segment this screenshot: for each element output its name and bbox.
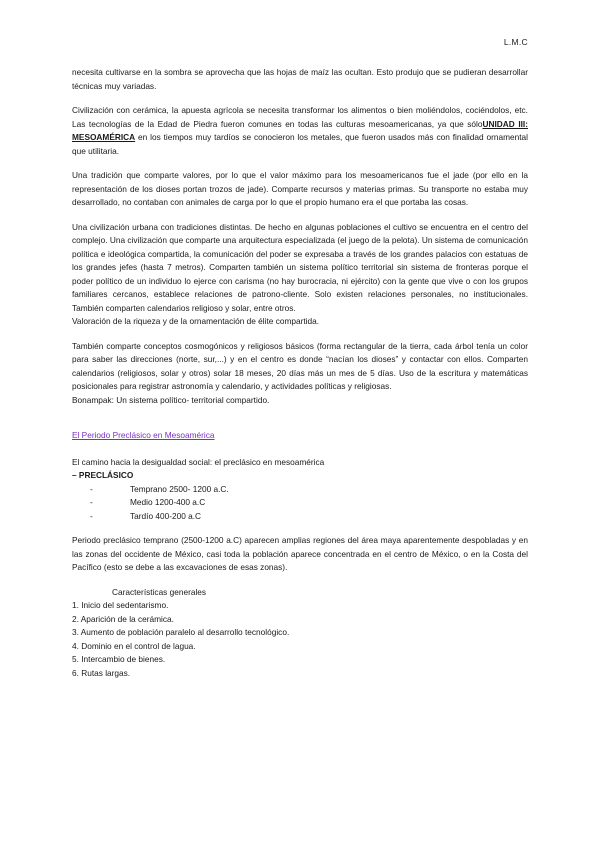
dash-bullet: - [90,497,93,507]
characteristics-title: Características generales [112,586,207,597]
document-body [72,66,528,680]
list-item [90,510,528,524]
list-item: 1. Inicio del sedentarismo. [72,600,169,610]
dash-bullet: - [90,510,93,521]
paragraph: Bonampak: Un sistema político- territorial compartido. [72,394,270,405]
list-item: 2. Aparición de la cerámica. [72,613,174,624]
characteristics-list [72,599,528,680]
paragraph: También comparte conceptos cosmogónicos y religiosos básicos (forma rectangular de la tierra, cada árbol tenía un color para saber las direcciones (norte, sur,...) y en el centro es donde “nacían los dioses” y contactar con ellos. Comparten calendarios (religiosos, solar y otros) solar 18 meses, 20 días más un mes de 5 días. Uso de la escritura y matemáticas posicionales para registrar astronomía y calendario, y actividades políticas y religiosas. [72,340,528,391]
list-item: 3. Aumento de población paralelo al desarrollo tecnológico. [72,627,290,637]
dash-bullet: - [90,483,93,494]
paragraph: Valoración de la riqueza y de la ornamentación de élite compartida. [72,316,320,326]
paragraph: Una tradición que comparte valores, por lo que el valor máximo para los mesoamericanos fue el jade (por ello en la representación de los dioses portan trozos de jade). Comparte recursos y materias primas. Su transporte no estaba muy desarrollado, no contaban con animales de carga por lo que el propio humano era el que portaba las cosas. [72,170,528,207]
period-text: Temprano 2500- 1200 a.C. [130,483,229,494]
paragraph [72,104,528,158]
preclassic-label: – PRECLÁSICO [72,470,134,480]
period-text: Medio 1200-400 a.C [130,497,206,507]
list-item [90,483,528,497]
paragraph-text: en los tiempos muy tardíos se conocieron los metales, que fueron usados más con finalidad ornamental que utilitaria. [72,132,528,156]
list-item: 6. Rutas largas. [72,667,131,678]
list-item: 5. Intercambio de bienes. [72,654,166,664]
paragraph-text: Civilización con cerámica, la apuesta agrícola se necesita transformar los alimentos o bien moliéndolos, cociéndolos, etc. Las tecnologías de la Edad de Piedra fueron comunes en todas las culturas mesoamericanas, ya que sólo [72,105,528,129]
section-subtitle: El camino hacia la desigualdad social: el preclásico en mesoamérica [72,456,325,467]
paragraph: necesita cultivarse en la sombra se aprovecha que las hojas de maíz las ocultan. Esto produjo que se pudieran desarrollar técnicas muy variadas. [72,67,528,91]
unit-heading-inline: UNIDAD III: MESOAMÉRICA [72,118,529,142]
period-text: Tardío 400-200 a.C [130,510,202,521]
section-title-link[interactable]: El Periodo Preclásico en Mesoamérica [72,430,215,440]
list-item [90,496,528,510]
paragraph: Una civilización urbana con tradiciones distintas. De hecho en algunas poblaciones el cultivo se encuentra en el centro del complejo. Una civilización que comparte una arquitectura especializada (el juego de la pelota). Un sistema de comunicación política e ideológica compartida, la comunicación del poder se expresaba a través de los grandes palacios con estatuas de los grandes jefes (hasta 7 metros). Comparten también un sistema político territorial sin sistema de fronteras porque el poder político de un individuo lo ejerce con carisma (no hay burocracia, ni ejército) con la gente que vive o con los grupos familiares cercanos, establece relaciones de patrono-cliente. Solo existen relaciones personales, no institucionales. También comparten calendarios religioso y solar, entre otros. [72,221,528,313]
list-item: 4. Dominio en el control de lagua. [72,640,196,651]
period-list [72,483,528,524]
paragraph: Periodo preclásico temprano (2500-1200 a.C) aparecen amplias regiones del área maya aparentemente despobladas y en las zonas del occidente de México, casi toda la población aparece concentrada en el centro de México, o en la Costa del Pacífico (esto se debe a las excavaciones de esas zonas). [72,535,528,572]
header-initials: L.M.C [503,37,528,47]
